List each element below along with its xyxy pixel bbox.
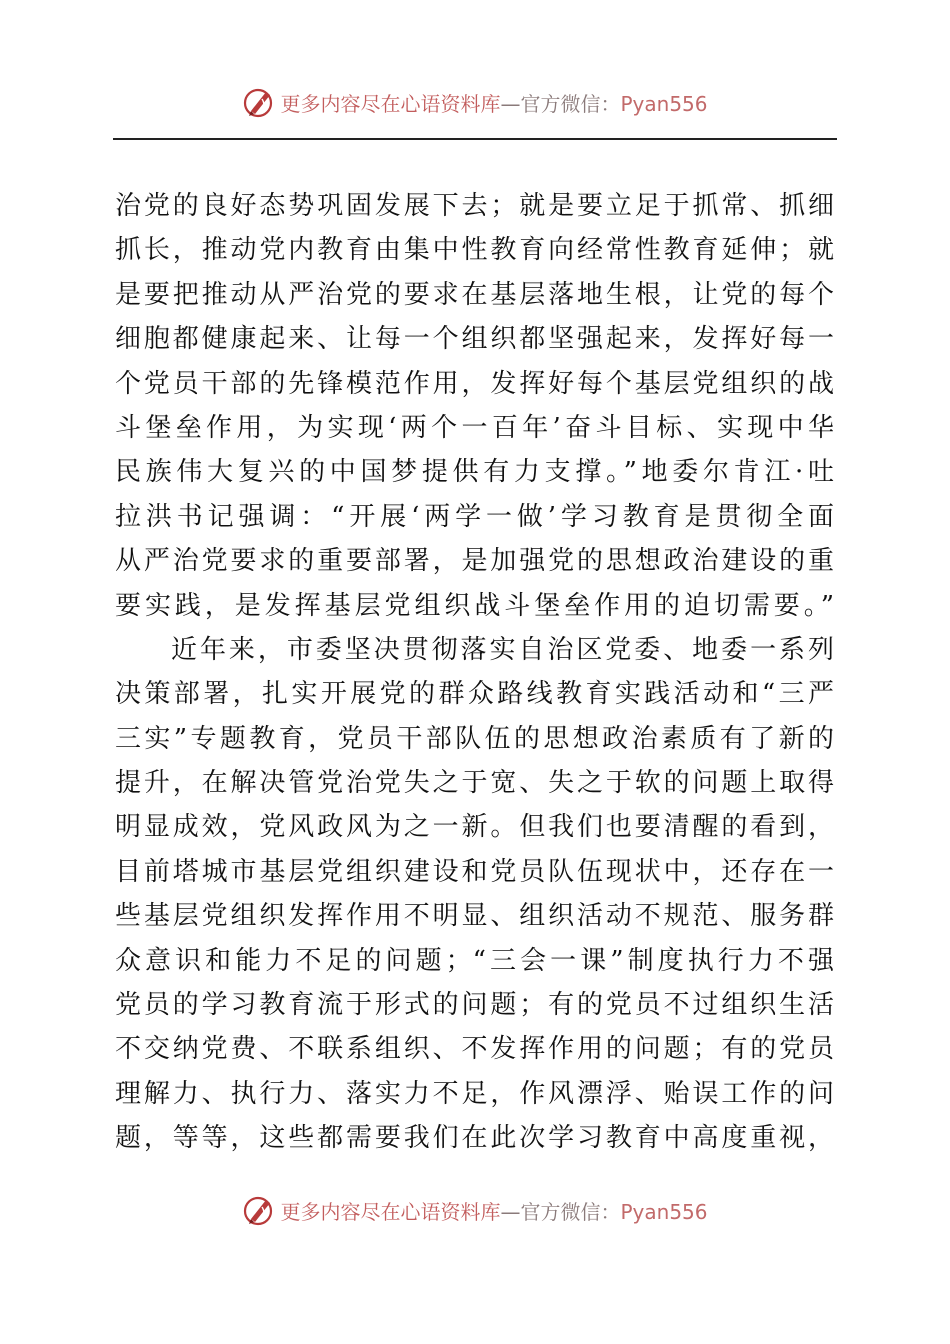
- header-dash: —: [500, 91, 521, 116]
- footer-banner: [0, 1186, 950, 1234]
- text-line: 众意识和能力不足的问题；“三会一课”制度执行力不强: [115, 945, 835, 976]
- text-line: 个党员干部的先锋模范作用，发挥好每个基层党组织的战: [115, 368, 835, 399]
- pen-logo-icon: [242, 1193, 276, 1227]
- header-banner: [0, 78, 950, 126]
- footer-wechat-id: Pyan556: [620, 1199, 708, 1224]
- header-site-name: 更多内容尽在心语资料库: [280, 91, 501, 116]
- paragraph-first-line: 近年来，市委坚决贯彻落实自治区党委、地委一系列: [171, 634, 835, 665]
- header-wechat-label: 官方微信：: [520, 91, 621, 116]
- text-line: 从严治党要求的重要部署，是加强党的思想政治建设的重: [115, 546, 835, 577]
- text-line: 是要把推动从严治党的要求在基层落地生根，让党的每个: [115, 279, 835, 310]
- text-line: 不交纳党费、不联系组织、不发挥作用的问题；有的党员: [115, 1034, 835, 1065]
- text-line: 民族伟大复兴的中国梦提供有力支撑。”地委尔肯江·吐: [115, 457, 835, 488]
- text-line: 细胞都健康起来、让每一个组织都坚强起来，发挥好每一: [115, 324, 835, 355]
- text-line: 要实践，是发挥基层党组织战斗堡垒作用的迫切需要。”: [115, 590, 835, 621]
- text-line: 理解力、执行力、落实力不足，作风漂浮、贻误工作的问: [115, 1078, 835, 1109]
- document-body: [115, 184, 835, 1161]
- text-line: 党员的学习教育流于形式的问题；有的党员不过组织生活: [115, 990, 835, 1021]
- text-line: 明显成效，党风政风为之一新。但我们也要清醒的看到，: [115, 812, 835, 843]
- text-line: 决策部署，扎实开展党的群众路线教育实践活动和“三严: [115, 679, 835, 710]
- footer-dash: —: [500, 1199, 521, 1224]
- header-divider: [113, 138, 837, 140]
- footer-wechat-label: 官方微信：: [520, 1199, 621, 1224]
- pen-logo-icon: [242, 85, 276, 119]
- text-line: 目前塔城市基层党组织建设和党员队伍现状中，还存在一: [115, 856, 835, 887]
- footer-text: [280, 1196, 707, 1225]
- text-line: 斗堡垒作用，为实现‘两个一百年’奋斗目标、实现中华: [115, 412, 835, 443]
- header-text: [280, 88, 707, 117]
- text-line: 三实”专题教育，党员干部队伍的思想政治素质有了新的: [115, 723, 835, 754]
- text-line: 拉洪书记强调：“开展‘两学一做’学习教育是贯彻全面: [115, 501, 835, 532]
- text-line: 提升，在解决管党治党失之于宽、失之于软的问题上取得: [115, 768, 835, 799]
- text-line: 题，等等，这些都需要我们在此次学习教育中高度重视，: [115, 1123, 835, 1154]
- text-line: 抓长，推动党内教育由集中性教育向经常性教育延伸；就: [115, 235, 835, 266]
- footer-site-name: 更多内容尽在心语资料库: [280, 1199, 501, 1224]
- text-line: 些基层党组织发挥作用不明显、组织活动不规范、服务群: [115, 901, 835, 932]
- header-wechat-id: Pyan556: [620, 91, 708, 116]
- text-line: 治党的良好态势巩固发展下去；就是要立足于抓常、抓细: [115, 191, 835, 221]
